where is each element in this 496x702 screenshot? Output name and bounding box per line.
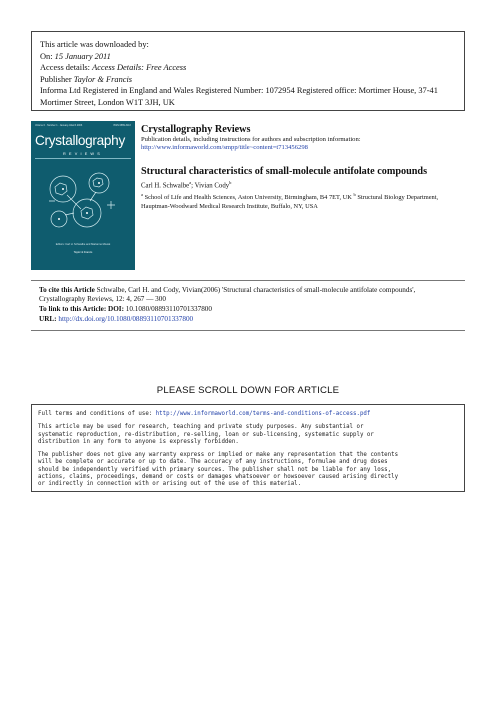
author-2-sup: b	[229, 180, 232, 186]
terms-p1-line: distribution in any form to anyone is expressly forbidden.	[38, 438, 239, 445]
article-authors	[141, 179, 467, 191]
author-affiliations	[141, 191, 467, 211]
access-details-label: Access details:	[40, 63, 93, 73]
doi-url-link[interactable]: http://dx.doi.org/10.1080/08893110701337800	[56, 315, 194, 324]
citation-block	[39, 286, 459, 326]
terms-p2-line: actions, claims, proceedings, demand or costs or damages whatsoever or howsoever caused arising directly	[38, 474, 399, 481]
terms-p2-line: or indirectly in connection with or arising out of the use of this material.	[38, 481, 302, 488]
informa-registration: Informa Ltd Registered in England and Wales Registered Number: 1072954 Registered office: Mortimer House, 37-41 Mortimer Street, London W1T 3JH, UK	[40, 86, 438, 107]
divider-bottom	[31, 330, 465, 331]
cover-subtitle: REVIEWS	[63, 152, 103, 156]
download-info-box	[31, 31, 465, 111]
cover-publisher-logo: Taylor & Francis	[73, 251, 93, 254]
link-article	[39, 305, 459, 314]
download-date-line	[40, 51, 456, 63]
terms-box	[31, 404, 465, 492]
download-date-value: 15 January 2011	[54, 51, 111, 61]
affil-b-text: Structural Biology Department, Hauptman-Woodward Medical Research Institute, Buffalo, NY, USA	[141, 194, 439, 210]
cover-editors: Editors: Carl H. Schwalbe and Marianne Mowat	[55, 243, 111, 246]
terms-line	[38, 411, 458, 418]
downloaded-by-line: This article was downloaded by:	[40, 40, 149, 49]
terms-label: Full terms and conditions of use:	[38, 411, 156, 417]
terms-p1-line: systematic reproduction, re-distribution, re-selling, loan or sub-licensing, systematic supply or	[38, 431, 374, 438]
author-1: Carl H. Schwalbe	[141, 182, 190, 190]
affil-b-sup: b	[353, 192, 356, 198]
article-title: Structural characteristics of small-molecule antifolate compounds	[141, 166, 428, 178]
cover-molecule-illustration	[41, 165, 125, 237]
cite-article	[39, 286, 459, 303]
terms-p2-line: The publisher does not give any warranty express or implied or make any representation that the contents	[38, 452, 399, 459]
author-1-sup: a	[189, 180, 192, 186]
cover-title: Crystallography	[35, 133, 125, 148]
url-label: URL:	[39, 315, 57, 324]
author-2: ; Vivian Cody	[191, 182, 230, 190]
journal-info	[141, 124, 467, 211]
access-details-value: Access Details: Free Access	[92, 63, 187, 73]
terms-p1-line: This article may be used for research, teaching and private study purposes. Any substantial or	[38, 424, 364, 431]
access-details-line	[40, 62, 456, 74]
terms-p2-line: will be complete or accurate or up to date. The accuracy of any instructions, formulae and drug doses	[38, 459, 388, 466]
cover-issue-info: Volume 0 · Number 1 · January–March 2006	[35, 124, 83, 127]
terms-p2-line: should be independently verified with primary sources. The publisher shall not be liable for any loss,	[38, 466, 392, 473]
divider-top	[31, 280, 465, 281]
terms-paragraph-1	[38, 424, 458, 446]
publication-details: Publication details, including instructions for authors and subscription information:	[141, 136, 361, 143]
terms-url-link[interactable]: http://www.informaworld.com/terms-and-conditions-of-access.pdf	[155, 411, 371, 417]
publisher-label: Publisher	[40, 74, 74, 84]
download-date-label: On:	[40, 51, 55, 61]
journal-title: Crystallography Reviews	[141, 124, 251, 135]
cite-text: Schwalbe, Carl H. and Cody, Vivian(2006) 'Structural characteristics of small-molecule antifolate compounds', Crystallography Reviews, 12: 4, 267 — 300	[39, 286, 416, 303]
journal-url-link[interactable]: http://www.informaworld.com/smpp/title~content=t713456298	[141, 144, 308, 152]
publisher-value: Taylor & Francis	[73, 74, 133, 84]
scroll-down-notice: PLEASE SCROLL DOWN FOR ARTICLE	[156, 385, 340, 396]
url-article	[39, 315, 459, 324]
link-label: To link to this Article: DOI:	[39, 304, 124, 313]
journal-cover-image	[31, 121, 135, 270]
cite-label: To cite this Article	[39, 286, 95, 294]
doi-text: 10.1080/08893110701337800	[124, 304, 212, 313]
affil-a-sup: a	[141, 192, 143, 198]
cover-rule	[35, 158, 131, 159]
affil-a-text: School of Life and Health Sciences, Aston University, Birmingham, B4 7ET, UK	[143, 194, 354, 202]
publisher-line	[40, 74, 456, 86]
terms-paragraph-2	[38, 452, 458, 488]
cover-issn: ISSN 0889-311X	[113, 124, 131, 127]
